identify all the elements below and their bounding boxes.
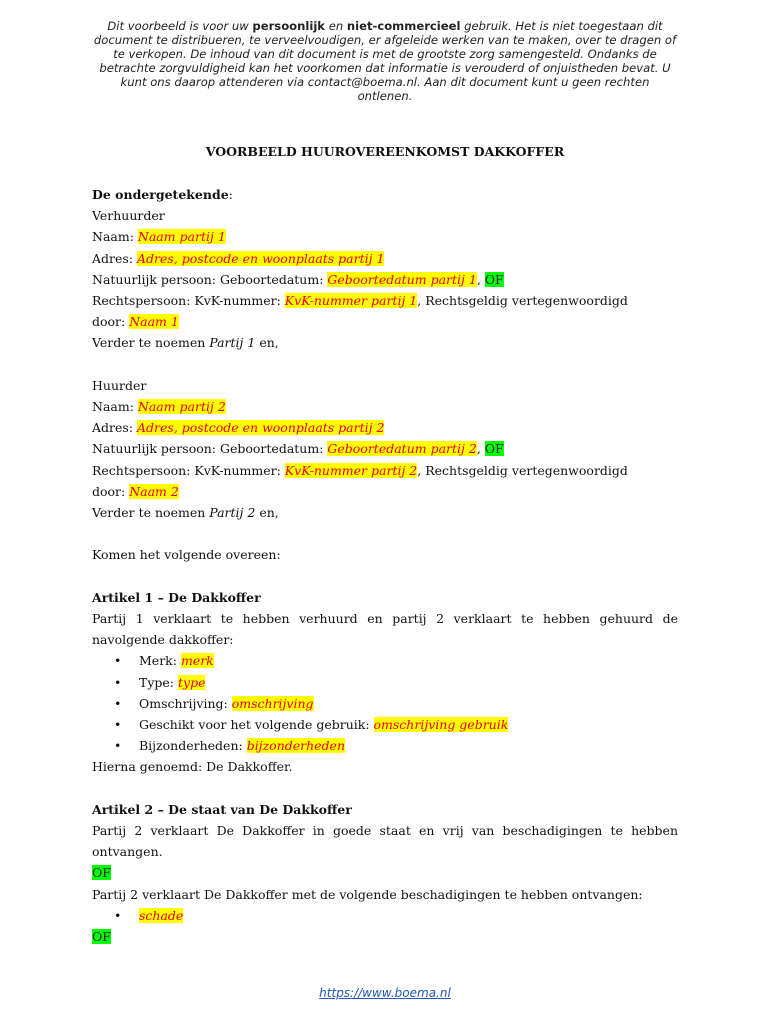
bullet-icon: • <box>114 653 122 669</box>
party2-door-label: door: <box>92 483 130 499</box>
merk-field[interactable]: merk <box>180 653 214 669</box>
party2-door-field[interactable]: Naam 2 <box>129 483 179 499</box>
party2-legal-line <box>92 460 678 481</box>
gebruik-field[interactable]: omschrijving gebruik <box>373 717 509 733</box>
party1-birthdate-field[interactable]: Geboortedatum partij 1 <box>327 271 477 287</box>
bijzonderheden-field[interactable]: bijzonderheden <box>246 738 345 754</box>
article2-of1-badge: OF <box>92 865 111 881</box>
party1-address-line <box>92 248 678 269</box>
disclaimer-text-2: en <box>325 19 347 33</box>
spacer <box>92 566 678 587</box>
list-item-bijzonderheden <box>92 735 678 756</box>
list-item-label: Type: <box>139 674 178 690</box>
article2-of2-badge: OF <box>92 929 111 945</box>
bullet-icon: • <box>114 738 122 754</box>
party1-further-line <box>92 332 678 353</box>
list-item-label: Merk: <box>139 653 181 669</box>
party2-address-field[interactable]: Adres, postcode en woonplaats partij 2 <box>137 420 385 436</box>
party1-door-field[interactable]: Naam 1 <box>129 314 179 330</box>
list-item-label: Omschrijving: <box>139 695 232 711</box>
party1-further-party: Partij 1 <box>209 335 256 351</box>
party2-natural-label: Natuurlijk persoon: Geboortedatum: <box>92 441 328 457</box>
spacer <box>92 354 678 375</box>
party1-door-line <box>92 311 678 332</box>
spacer <box>92 778 678 799</box>
party2-further-party: Partij 2 <box>209 505 256 521</box>
party1-further-pre: Verder te noemen <box>92 335 210 351</box>
omschrijving-field[interactable]: omschrijving <box>231 695 314 711</box>
party2-further-pre: Verder te noemen <box>92 505 210 521</box>
list-item-schade <box>92 905 678 926</box>
party1-name-line <box>92 226 678 247</box>
party1-address-field[interactable]: Adres, postcode en woonplaats partij 1 <box>137 250 385 266</box>
disclaimer-text-3: gebruik. Het is niet toegestaan dit document te distribueren, te verveelvoudigen, er afgeleide werken van te maken, over te dragen of te verkopen. De inhoud van dit document is met de grootste zorg samengesteld. Ondanks de betrachte zorgvuldigheid kan het voorkomen dat informatie is verouderd of onjuistheden bevat. U kunt ons daarop attenderen via contact@boema.nl. Aan dit document kunt u geen rechten ontlenen. <box>93 19 677 103</box>
disclaimer-bold-noncommercial: niet-commercieel <box>346 19 461 33</box>
article1-list <box>92 650 678 756</box>
party1-door-label: door: <box>92 314 130 330</box>
party1-natural-label: Natuurlijk persoon: Geboortedatum: <box>92 271 328 287</box>
article1-closing: Hierna genoemd: De Dakkoffer. <box>92 759 293 775</box>
party2-address-line <box>92 417 678 438</box>
party1-kvk-field[interactable]: KvK-nummer partij 1 <box>284 293 418 309</box>
bullet-icon: • <box>114 695 122 711</box>
list-item-label: Geschikt voor het volgende gebruik: <box>139 717 374 733</box>
party2-name-label: Naam: <box>92 399 138 415</box>
party2-legal-label: Rechtspersoon: KvK-nummer: <box>92 462 285 478</box>
party2-address-label: Adres: <box>92 420 138 436</box>
article2-list <box>92 905 678 926</box>
party1-further-post: en, <box>255 335 279 351</box>
party2-legal-rest: , Rechtsgeldig vertegenwoordigd <box>417 462 628 478</box>
party1-legal-label: Rechtspersoon: KvK-nummer: <box>92 293 285 309</box>
party2-name-field[interactable]: Naam partij 2 <box>137 399 226 415</box>
agree-line: Komen het volgende overeen: <box>92 547 281 563</box>
party2-further-post: en, <box>255 505 279 521</box>
article2-heading-text: Artikel 2 – De staat van De Dakkoffer <box>92 801 352 817</box>
party2-natural-line <box>92 438 678 459</box>
article1-text: Partij 1 verklaart te hebben verhuurd en partij 2 verklaart te hebben gehuurd de navolgende dakkoffer: <box>92 611 678 648</box>
type-field[interactable]: type <box>177 674 206 690</box>
intro-colon: : <box>228 187 233 202</box>
article2-of2-line <box>92 926 678 947</box>
party1-address-label: Adres: <box>92 250 138 266</box>
footer <box>0 986 770 1000</box>
party1-legal-rest: , Rechtsgeldig vertegenwoordigd <box>417 293 628 309</box>
party2-comma: , <box>476 441 485 457</box>
article1-heading <box>92 587 678 608</box>
schade-field[interactable]: schade <box>139 907 184 923</box>
article2-text1: Partij 2 verklaart De Dakkoffer in goede staat en vrij van beschadigingen te hebben ontvangen. <box>92 823 678 860</box>
bullet-icon: • <box>114 717 122 733</box>
article2-of1-line <box>92 862 678 883</box>
list-item-type <box>92 672 678 693</box>
spacer <box>92 523 678 544</box>
party2-name-line <box>92 396 678 417</box>
document-title: VOORBEELD HUUROVEREENKOMST DAKKOFFER <box>205 144 565 159</box>
party1-role: Verhuurder <box>92 208 165 224</box>
disclaimer-bold-personal: persoonlijk <box>252 19 326 33</box>
disclaimer <box>92 19 678 103</box>
party2-door-line <box>92 481 678 502</box>
list-item-merk <box>92 650 678 671</box>
article2-text2: Partij 2 verklaart De Dakkoffer met de volgende beschadigingen te hebben ontvangen: <box>92 886 643 902</box>
party2-further-line <box>92 502 678 523</box>
article1-heading-text: Artikel 1 – De Dakkoffer <box>92 589 261 605</box>
footer-link[interactable]: https://www.boema.nl <box>319 986 451 1000</box>
list-item-label: Bijzonderheden: <box>139 738 247 754</box>
party1-natural-line <box>92 269 678 290</box>
article2-heading <box>92 799 678 820</box>
party1-name-label: Naam: <box>92 229 138 245</box>
list-item-gebruik <box>92 714 678 735</box>
party1-of-badge: OF <box>484 271 504 287</box>
party2-birthdate-field[interactable]: Geboortedatum partij 2 <box>327 441 477 457</box>
disclaimer-text-1: Dit voorbeeld is voor uw <box>107 19 253 33</box>
party1-comma: , <box>476 271 485 287</box>
document-body <box>92 184 678 947</box>
party2-kvk-field[interactable]: KvK-nummer partij 2 <box>284 462 418 478</box>
list-item-omschrijving <box>92 693 678 714</box>
intro-line <box>92 184 678 205</box>
party2-role: Huurder <box>92 377 147 393</box>
bullet-icon: • <box>114 907 122 923</box>
party1-name-field[interactable]: Naam partij 1 <box>137 229 226 245</box>
party2-of-badge: OF <box>484 441 504 457</box>
bullet-icon: • <box>114 674 122 690</box>
intro-heading: De ondergetekende <box>92 187 229 202</box>
party1-legal-line <box>92 290 678 311</box>
